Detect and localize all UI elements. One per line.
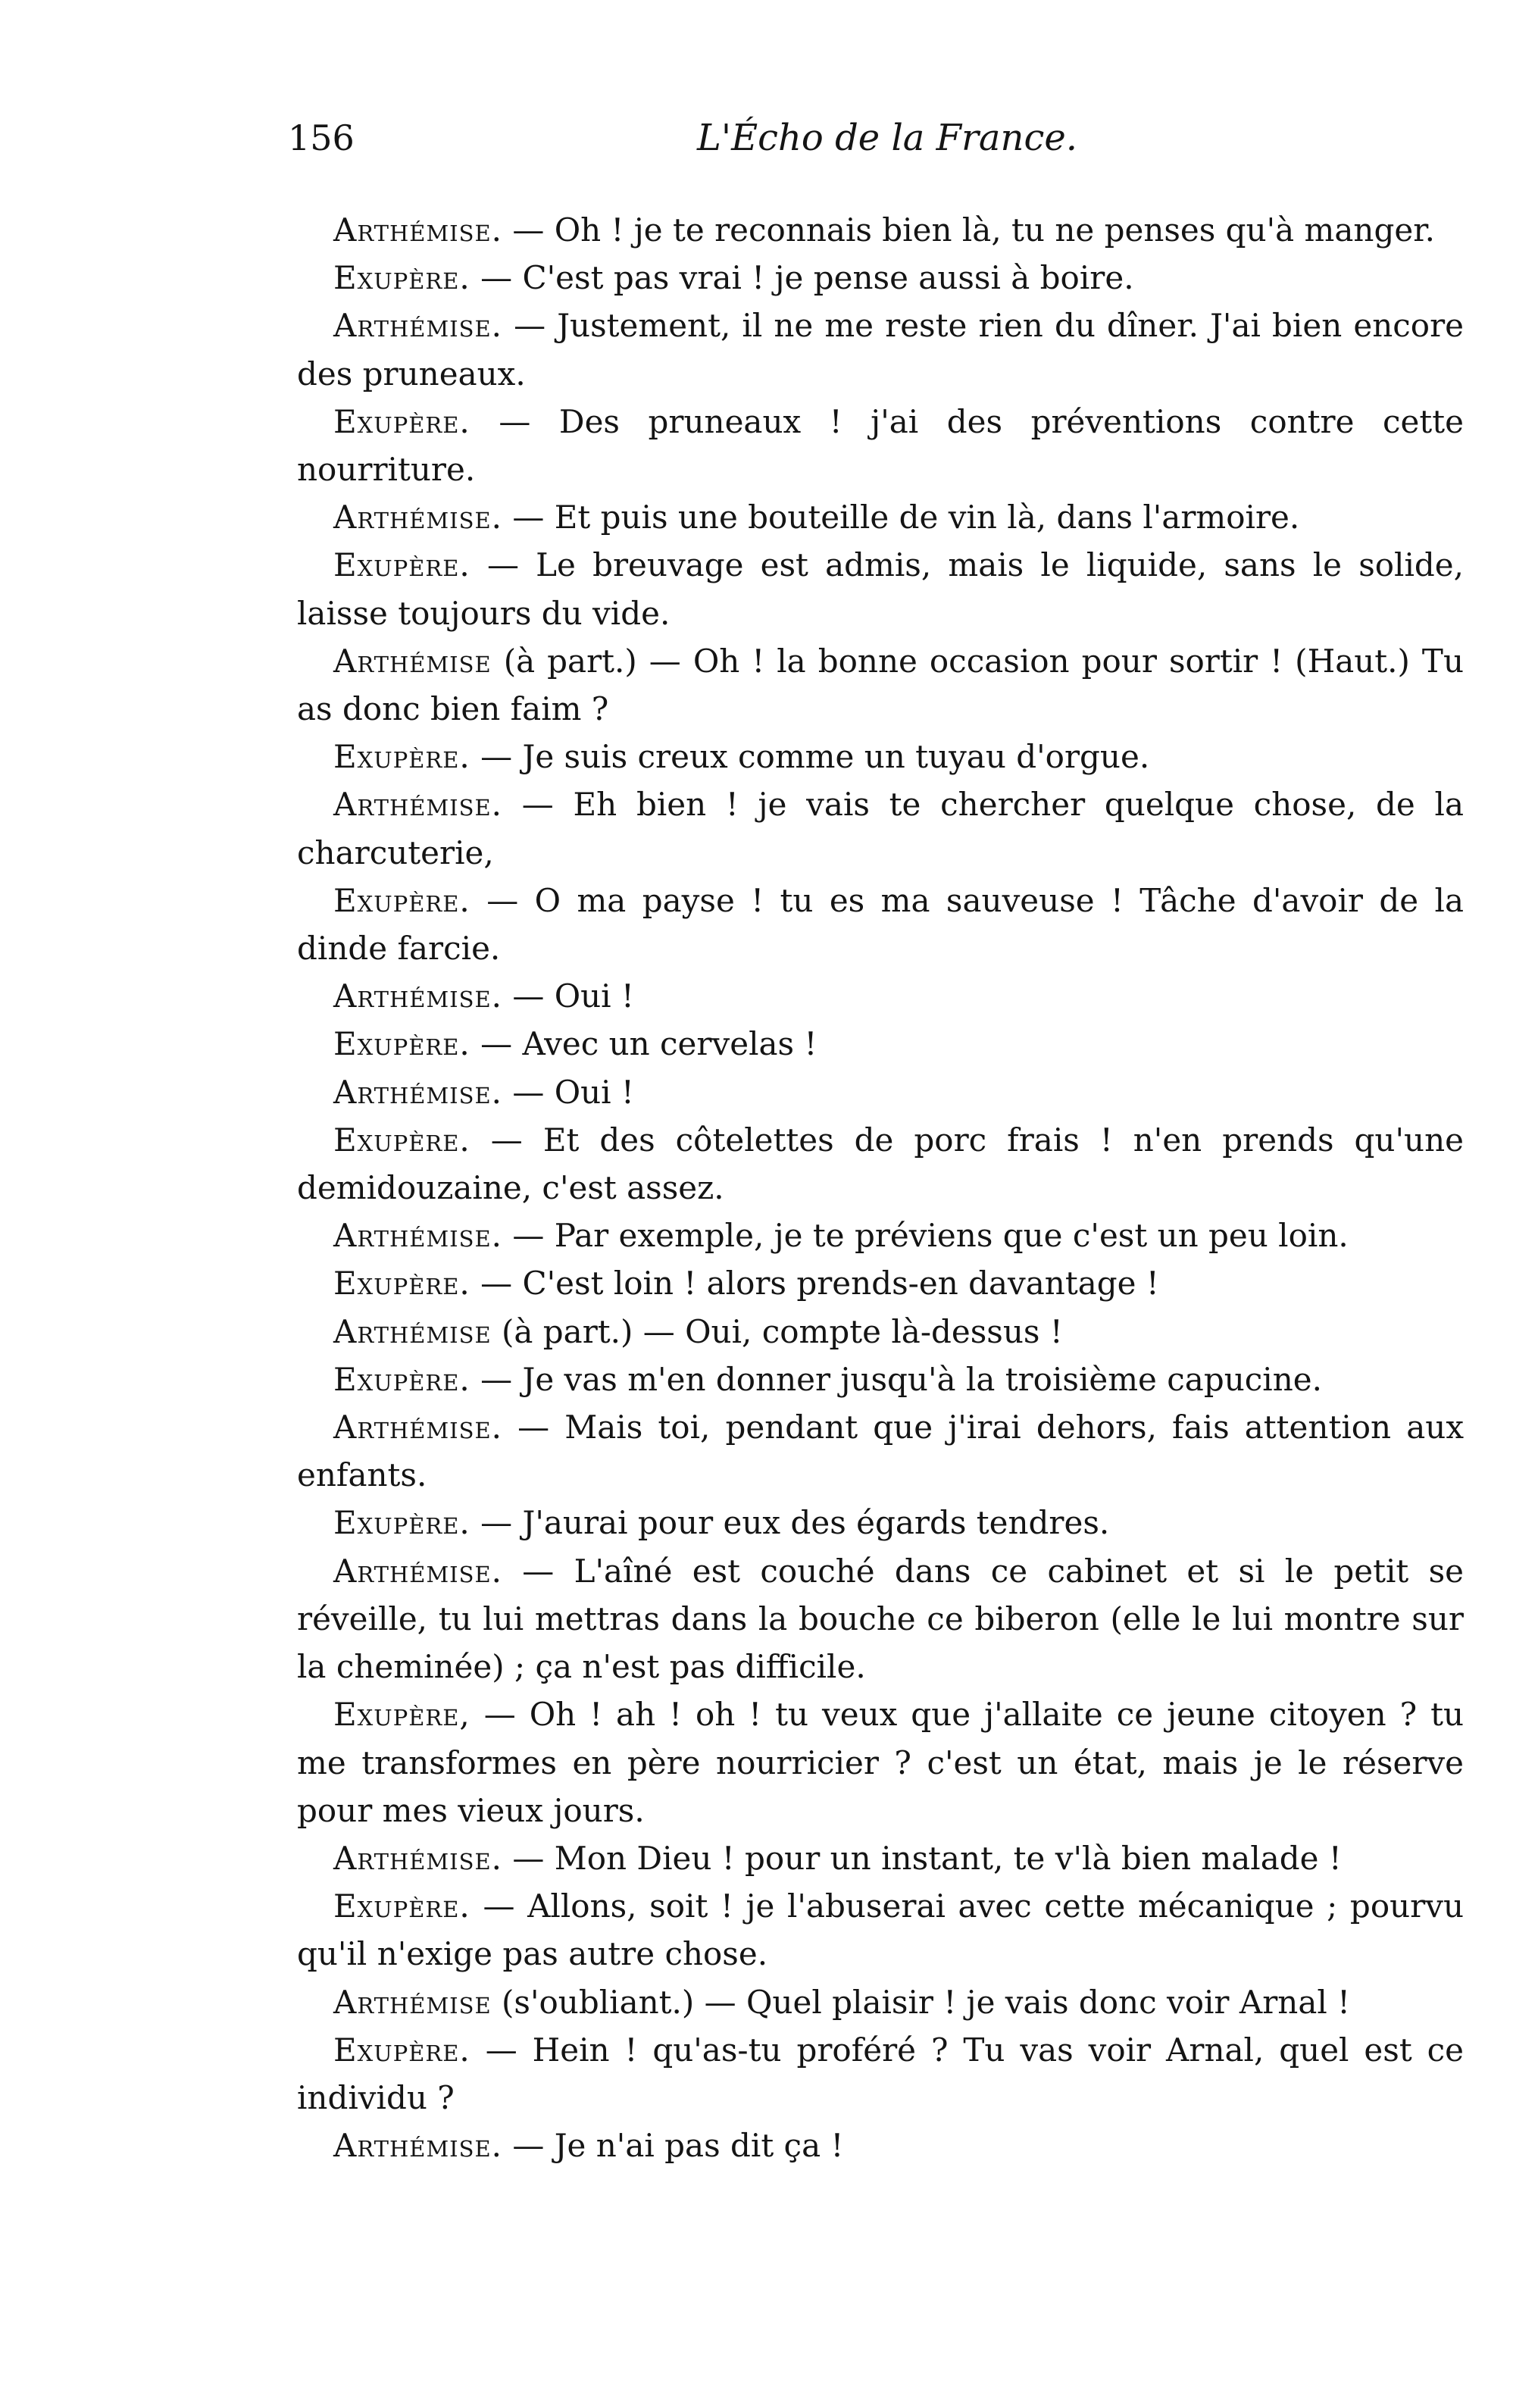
speech-text: Oh ! je te reconnais bien là, tu ne penses qu'à manger.	[554, 211, 1436, 249]
speech-text: O ma payse ! tu es ma sauveuse ! Tâche d'avoir de la dinde farcie.	[297, 881, 1465, 968]
speech-text: C'est pas vrai ! je pense aussi à boire.	[522, 259, 1134, 297]
speech-text: Des pruneaux ! j'ai des préventions contre cette nourriture.	[297, 402, 1464, 489]
speech-text: Et des côtelettes de porc frais ! n'en prends qu'une demidouzaine, c'est assez.	[297, 1121, 1464, 1207]
dialogue-line	[297, 1068, 1464, 1116]
dialogue-line	[297, 206, 1464, 254]
em-dash: —	[470, 1025, 523, 1063]
dialogue-line	[297, 541, 1464, 636]
em-dash: —	[470, 1504, 523, 1542]
em-dash: —	[633, 1312, 686, 1350]
speaker-name: Arthémise	[333, 1312, 492, 1350]
dialogue-line	[297, 1547, 1464, 1691]
speaker-name: Arthémise.	[333, 499, 502, 536]
speaker-name: Arthémise.	[333, 786, 502, 824]
speaker-name: Exupère.	[333, 1360, 470, 1398]
speaker-name: Exupère.	[333, 1887, 470, 1925]
speech-text: Par exemple, je te préviens que c'est un peu loin.	[554, 1217, 1349, 1255]
em-dash: —	[502, 977, 555, 1015]
em-dash: —	[470, 1265, 523, 1303]
dialogue-line	[297, 302, 1464, 397]
em-dash: —	[502, 1839, 555, 1877]
speaker-name: Exupère.	[333, 546, 470, 584]
dialogue-line	[297, 780, 1464, 876]
speaker-name: Arthémise.	[333, 307, 502, 345]
speaker-name: Exupère.	[333, 1504, 470, 1542]
em-dash: —	[502, 1409, 565, 1446]
speaker-name: Arthémise	[333, 1983, 492, 2021]
speaker-name: Arthémise	[333, 642, 492, 680]
em-dash: —	[470, 1121, 543, 1159]
em-dash: —	[470, 738, 523, 776]
speaker-name: Exupère.	[333, 1025, 470, 1063]
page-header	[288, 115, 1470, 170]
speech-text: Justement, il ne me reste rien du dîner. J'ai bien encore des pruneaux.	[297, 307, 1464, 392]
dialogue-line	[297, 1020, 1464, 1068]
em-dash: —	[502, 2127, 555, 2165]
speaker-name: Arthémise.	[333, 1409, 502, 1446]
speech-text: L'aîné est couché dans ce cabinet et si le petit se réveille, tu lui mettras dans la bouche ce biberon (elle le lui montre sur la cheminée) ; ça n'est pas difficile.	[297, 1552, 1465, 1686]
dialogue-line	[297, 637, 1464, 733]
stage-direction: (à part.)	[502, 1312, 633, 1350]
em-dash: —	[502, 1217, 555, 1255]
speech-text: Quel plaisir ! je vais donc voir Arnal !	[746, 1983, 1351, 2021]
em-dash: —	[502, 307, 558, 345]
dialogue-line	[297, 1308, 1464, 1356]
speech-text: Oh ! la bonne occasion pour sortir ! (Haut.) Tu as donc bien faim ?	[297, 642, 1464, 728]
speaker-name: Exupère.	[333, 881, 470, 919]
dialogue-line	[297, 493, 1464, 541]
dialogue-line	[297, 1690, 1464, 1834]
speaker-name: Exupère.	[333, 2031, 470, 2069]
speech-text: Et puis une bouteille de vin là, dans l'armoire.	[554, 499, 1300, 536]
dialogue-line	[297, 254, 1464, 302]
em-dash: —	[470, 402, 559, 440]
speech-text: Oh ! ah ! oh ! tu veux que j'allaite ce jeune citoyen ? tu me transformes en père nourricier ? c'est un état, mais je le réserve pour mes vieux jours.	[297, 1696, 1465, 1829]
speech-text: Mon Dieu ! pour un instant, te v'là bien malade !	[554, 1839, 1342, 1877]
speech-text: Eh bien ! je vais te chercher quelque chose, de la charcuterie,	[297, 786, 1464, 871]
speaker-name: Arthémise.	[333, 2127, 502, 2165]
em-dash: —	[470, 546, 536, 584]
speaker-name: Exupère.	[333, 738, 470, 776]
em-dash: —	[470, 2031, 533, 2069]
em-dash: —	[470, 259, 523, 297]
speaker-name: Arthémise.	[333, 1839, 502, 1877]
dialogue-body	[297, 206, 1464, 2169]
dialogue-line	[297, 2122, 1464, 2169]
em-dash: —	[502, 1552, 574, 1590]
speech-text: Je suis creux comme un tuyau d'orgue.	[522, 738, 1150, 776]
em-dash: —	[470, 1887, 528, 1925]
em-dash: —	[502, 211, 555, 249]
speech-text: J'aurai pour eux des égards tendres.	[522, 1504, 1110, 1542]
em-dash: —	[470, 1696, 530, 1734]
page-number: 156	[288, 117, 355, 158]
dialogue-line	[297, 1356, 1464, 1403]
em-dash: —	[502, 786, 574, 824]
dialogue-line	[297, 877, 1464, 972]
stage-direction: (s'oubliant.)	[502, 1983, 695, 2021]
dialogue-line	[297, 1116, 1464, 1212]
speech-text: Allons, soit ! je l'abuserai avec cette mécanique ; pourvu qu'il n'exige pas autre chose.	[297, 1887, 1465, 1973]
em-dash: —	[502, 499, 555, 536]
speaker-name: Exupère.	[333, 259, 470, 297]
em-dash: —	[694, 1983, 746, 2021]
speaker-name: Arthémise.	[333, 1073, 502, 1111]
dialogue-line	[297, 1834, 1464, 1882]
speaker-name: Exupère.	[333, 1265, 470, 1303]
dialogue-line	[297, 1403, 1464, 1499]
speaker-name: Exupère.	[333, 402, 470, 440]
em-dash: —	[470, 881, 535, 919]
speech-text: Avec un cervelas !	[522, 1025, 817, 1063]
dialogue-line	[297, 1882, 1464, 1978]
dialogue-line	[297, 2026, 1464, 2122]
speech-text: Oui !	[554, 1073, 634, 1111]
dialogue-line	[297, 1978, 1464, 2026]
speaker-name: Arthémise.	[333, 1552, 502, 1590]
speaker-name: Arthémise.	[333, 211, 502, 249]
dialogue-line	[297, 972, 1464, 1020]
dialogue-line	[297, 398, 1464, 493]
running-title: L'Écho de la France.	[697, 117, 1078, 159]
stage-direction: (à part.)	[503, 642, 637, 680]
speaker-name: Arthémise.	[333, 1217, 502, 1255]
em-dash: —	[636, 642, 693, 680]
speech-text: Mais toi, pendant que j'irai dehors, fais attention aux enfants.	[297, 1409, 1465, 1494]
dialogue-line	[297, 1212, 1464, 1259]
dialogue-line	[297, 733, 1464, 780]
em-dash: —	[470, 1360, 523, 1398]
dialogue-line	[297, 1259, 1464, 1307]
speech-text: Le breuvage est admis, mais le liquide, sans le solide, laisse toujours du vide.	[297, 546, 1464, 632]
speech-text: Hein ! qu'as-tu proféré ? Tu vas voir Arnal, quel est ce individu ?	[297, 2031, 1464, 2116]
speaker-name: Exupère,	[333, 1696, 470, 1734]
speech-text: C'est loin ! alors prends-en davantage !	[522, 1265, 1159, 1303]
em-dash: —	[502, 1073, 555, 1111]
speaker-name: Arthémise.	[333, 977, 502, 1015]
speech-text: Je vas m'en donner jusqu'à la troisième capucine.	[522, 1360, 1322, 1398]
speech-text: Oui, compte là-dessus !	[685, 1312, 1063, 1350]
speech-text: Je n'ai pas dit ça !	[554, 2127, 844, 2165]
dialogue-line	[297, 1499, 1464, 1546]
speaker-name: Exupère.	[333, 1121, 470, 1159]
speech-text: Oui !	[554, 977, 634, 1015]
